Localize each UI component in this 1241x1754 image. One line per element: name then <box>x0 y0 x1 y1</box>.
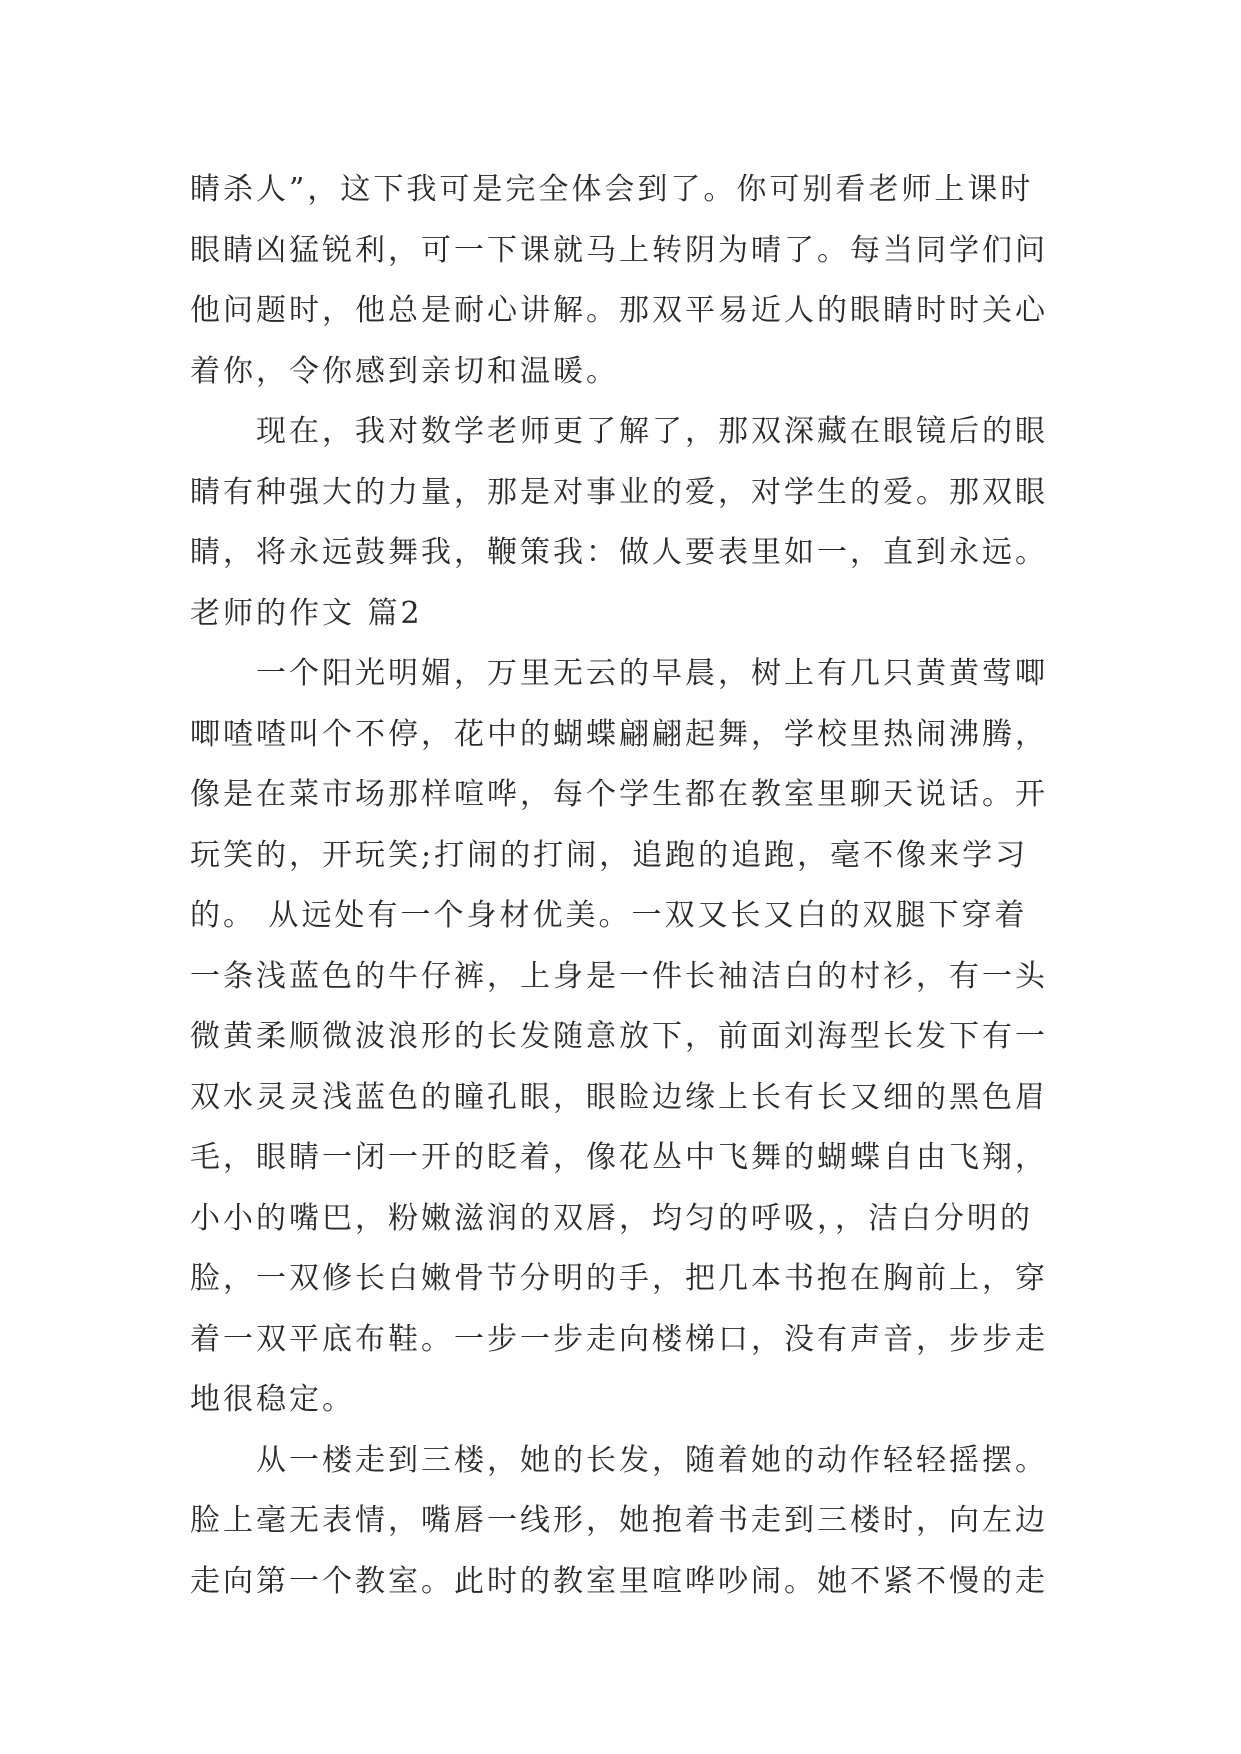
text-line: 睛，将永远鼓舞我，鞭策我：做人要表里如一，直到永远。 <box>190 535 1048 570</box>
paragraph-start-line: 从一楼走到三楼，她的长发，随着她的动作轻轻摇摆。 <box>190 1442 1048 1478</box>
text-line: 微黄柔顺微波浪形的长发随意放下，前面刘海型长发下有一 <box>190 1019 1048 1054</box>
text-line: 玩笑的，开玩笑;打闹的打闹，追跑的追跑，毫不像来学习 <box>190 837 1029 873</box>
text-line: 着你，令你感到亲切和温暖。 <box>190 353 619 389</box>
text-line: 睛杀人”，这下我可是完全体会到了。你可别看老师上课时 <box>190 172 1034 207</box>
essay-text <box>190 160 1090 1612</box>
text-line: 毛，眼睛一闭一开的眨着，像花丛中飞舞的蝴蝶自由飞翔， <box>190 1140 1048 1175</box>
text-line: 脸上毫无表情，嘴唇一线形，她抱着书走到三楼时，向左边 <box>190 1503 1048 1538</box>
text-line: 着一双平底布鞋。一步一步走向楼梯口，没有声音，步步走 <box>190 1321 1048 1357</box>
text-line: 眼睛凶猛锐利，可一下课就马上转阴为晴了。每当同学们问 <box>190 232 1048 268</box>
section-heading: 老师的作文 篇2 <box>190 595 423 631</box>
text-line: 的。 从远处有一个身材优美。一双又长又白的双腿下穿着 <box>190 898 1028 933</box>
text-line: 地很稳定。 <box>190 1382 355 1417</box>
text-line: 小小的嘴巴，粉嫩滋润的双唇，均匀的呼吸，，洁白分明的 <box>190 1200 1033 1236</box>
text-line: 双水灵灵浅蓝色的瞳孔眼，眼睑边缘上长有长又细的黑色眉 <box>190 1079 1048 1115</box>
text-line: 一条浅蓝色的牛仔裤，上身是一件长袖洁白的村衫，有一头 <box>190 958 1048 994</box>
text-line: 脸，一双修长白嫩骨节分明的手，把几本书抱在胸前上，穿 <box>190 1261 1048 1296</box>
text-line: 他问题时，他总是耐心讲解。那双平易近人的眼睛时时关心 <box>190 293 1048 328</box>
text-line: 唧喳喳叫个不停，花中的蝴蝶翩翩起舞，学校里热闹沸腾， <box>190 716 1048 752</box>
text-line: 像是在菜市场那样喧哗，每个学生都在教室里聊天说话。开 <box>190 777 1048 812</box>
paragraph-start-line: 现在，我对数学老师更了解了，那双深藏在眼镜后的眼 <box>190 414 1048 449</box>
paragraph-start-line: 一个阳光明媚，万里无云的早晨，树上有几只黄黄莺唧 <box>190 656 1048 691</box>
text-line: 走向第一个教室。此时的教室里喧哗吵闹。她不紧不慢的走 <box>190 1563 1048 1599</box>
text-line: 睛有种强大的力量，那是对事业的爱，对学生的爱。那双眼 <box>190 474 1048 510</box>
